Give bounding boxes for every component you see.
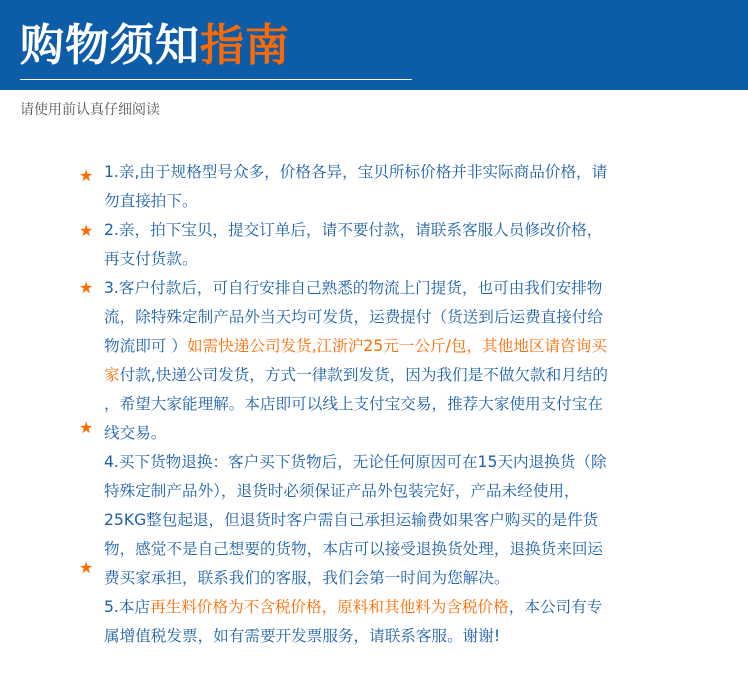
notice-line: 流，除特殊定制产品外当天均可发货，运费提付（货送到后运费直接付给 — [104, 308, 604, 326]
page-title — [20, 18, 290, 74]
star-icon: ★ — [79, 221, 94, 240]
highlight-text: 家 — [104, 366, 120, 384]
star-icon: ★ — [79, 166, 94, 185]
star-icon: ★ — [79, 418, 94, 437]
highlight-text: 再生料价格为不含税价格，原料和其他料为含税价格 — [150, 598, 509, 616]
title-main: 购物须知 — [20, 20, 200, 71]
notice-line: 4.买下货物退换：客户买下货物后，无论任何原因可在15天内退换货（除 — [104, 453, 607, 471]
star-icon: ★ — [79, 278, 94, 297]
header-banner — [0, 0, 748, 90]
notice-line: 特殊定制产品外），退货时必须保证产品外包装完好，产品未经使用， — [104, 482, 580, 500]
notice-line — [104, 363, 608, 387]
notice-line: ，希望大家能理解。本店即可以线上支付宝交易，推荐大家使用支付宝在 — [104, 395, 604, 413]
notice-line — [104, 334, 607, 358]
notice-text: 付款,快递公司发货，方式一律款到发货，因为我们是不做欠款和月结的 — [119, 366, 608, 384]
notice-line: 线交易。 — [104, 424, 167, 442]
star-icon: ★ — [79, 558, 94, 577]
notice-text: 物流即可 ） — [104, 337, 187, 355]
notice-line: 1.亲,由于规格型号众多，价格各异，宝贝所标价格并非实际商品价格，请 — [104, 163, 608, 181]
notice-line: 2.亲，拍下宝贝，提交订单后，请不要付款，请联系客服人员修改价格， — [104, 221, 603, 239]
notice-text: ，本公司有专 — [508, 598, 603, 616]
title-highlight: 指南 — [200, 20, 290, 71]
notice-line: 25KG整包起退，但退货时客户需自己承担运输费如果客户购买的是件货 — [104, 511, 599, 529]
notice-line: 费买家承担，联系我们的客服，我们会第一时间为您解决。 — [104, 569, 510, 587]
notice-line — [104, 595, 602, 619]
notice-line: 再支付货款。 — [104, 250, 198, 268]
notice-line: 勿直接拍下。 — [104, 192, 198, 210]
highlight-text: 如需快递公司发货,江浙沪25元一公斤/包，其他地区请咨询买 — [186, 337, 607, 355]
title-underline — [20, 79, 412, 80]
notice-line: 属增值税发票，如有需要开发票服务，请联系客服。谢谢! — [104, 627, 501, 645]
notice-line: 物，感觉不是自己想要的货物，本店可以接受退换货处理，退换货来回运 — [104, 540, 604, 558]
notice-line: 3.客户付款后，可自行安排自己熟悉的物流上门提货，也可由我们安排物 — [104, 279, 603, 297]
subtitle: 请使用前认真仔细阅读 — [20, 102, 160, 118]
notice-text: 5.本店 — [104, 598, 151, 616]
